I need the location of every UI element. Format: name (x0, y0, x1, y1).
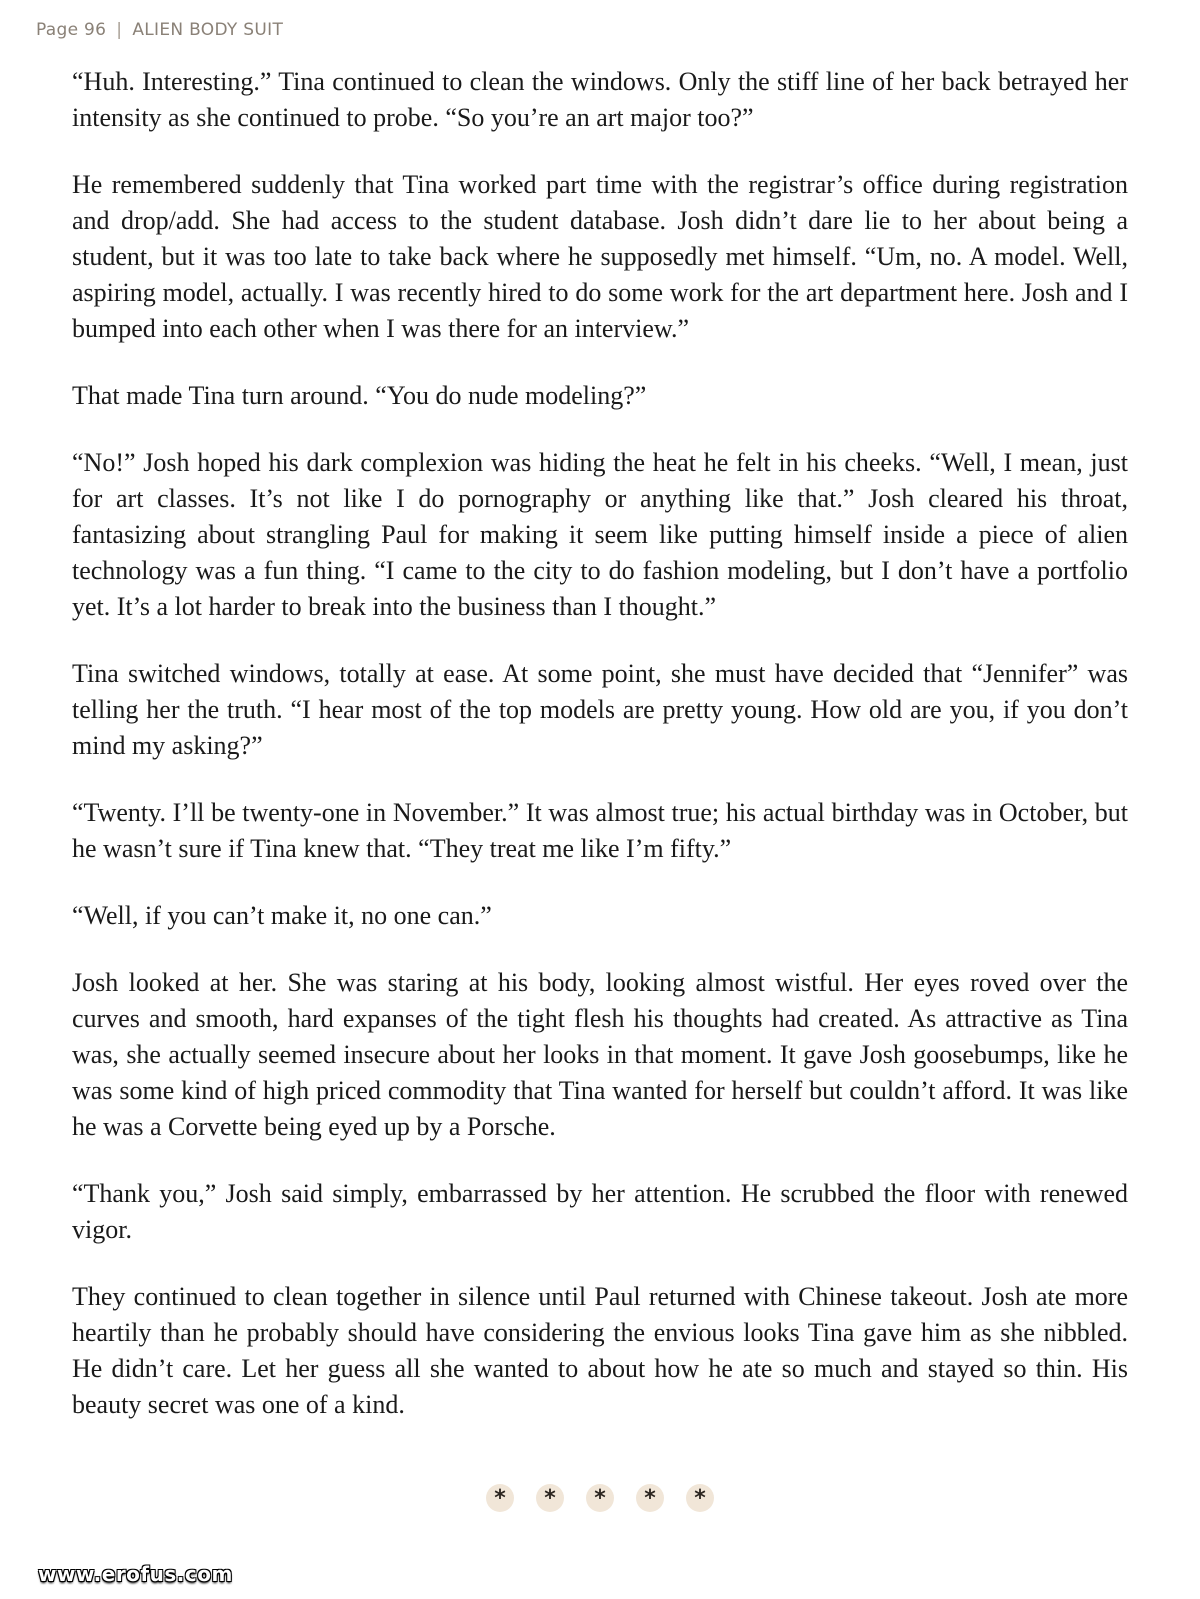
paragraph: That made Tina turn around. “You do nude modeling?” (72, 381, 647, 410)
watermark: www.erofus.com (38, 1562, 233, 1586)
asterisk-icon: * (536, 1484, 564, 1512)
asterisk-icon: * (586, 1484, 614, 1512)
page-header (36, 20, 283, 40)
paragraph: They continued to clean together in silence until Paul returned with Chinese takeout. Josh ate more heartily than he probably should have considering the envious looks Tina gave him as she nibbled. He didn’t care. Let her guess all she wanted to about how he ate so much and stayed so thin. His beauty secret was one of a kind. (72, 1282, 1128, 1419)
book-title: ALIEN BODY SUIT (132, 20, 284, 40)
paragraph: “Twenty. I’ll be twenty-one in November.” It was almost true; his actual birthday was in October, but he wasn’t sure if Tina knew that. “They treat me like I’m fifty.” (72, 798, 1128, 863)
paragraph: Josh looked at her. She was staring at his body, looking almost wistful. Her eyes roved over the curves and smooth, hard expanses of the tight flesh his thoughts had created. As attractive as Tina was, she actually seemed insecure about her looks in that moment. It gave Josh goosebumps, like he was some kind of high priced commodity that Tina wanted for herself but couldn’t afford. It was like he was a Corvette being eyed up by a Porsche. (72, 968, 1128, 1141)
paragraph: “No!” Josh hoped his dark complexion was hiding the heat he felt in his cheeks. “Well, I mean, just for art classes. It’s not like I do pornography or anything like that.” Josh cleared his throat, fantasizing about strangling Paul for making it seem like putting himself inside a piece of alien technology was a fun thing. “I came to the city to do fashion modeling, but I don’t have a portfolio yet. It’s a lot harder to break into the business than I thought.” (72, 448, 1128, 621)
asterisk-icon: * (686, 1484, 714, 1512)
page-number: Page 96 (36, 20, 107, 40)
paragraph: “Well, if you can’t make it, no one can.” (72, 901, 492, 930)
header-separator: | (116, 20, 123, 40)
paragraph: “Huh. Interesting.” Tina continued to clean the windows. Only the stiff line of her back betrayed her intensity as she continued to probe. “So you’re an art major too?” (72, 67, 1128, 132)
asterisk-icon: * (486, 1484, 514, 1512)
paragraph: He remembered suddenly that Tina worked part time with the registrar’s office during registration and drop/add. She had access to the student database. Josh didn’t dare lie to her about being a student, but it was too late to take back where he supposedly met himself. “Um, no. A model. Well, aspiring model, actually. I was recently hired to do some work for the art department here. Josh and I bumped into each other when I was there for an interview.” (72, 170, 1128, 343)
body-text (72, 64, 1128, 1454)
asterisk-icon: * (636, 1484, 664, 1512)
paragraph: “Thank you,” Josh said simply, embarrassed by her attention. He scrubbed the floor with renewed vigor. (72, 1179, 1128, 1244)
scene-break-ornament (0, 1484, 1200, 1512)
paragraph: Tina switched windows, totally at ease. At some point, she must have decided that “Jennifer” was telling her the truth. “I hear most of the top models are pretty young. How old are you, if you don’t mind my asking?” (72, 659, 1128, 760)
